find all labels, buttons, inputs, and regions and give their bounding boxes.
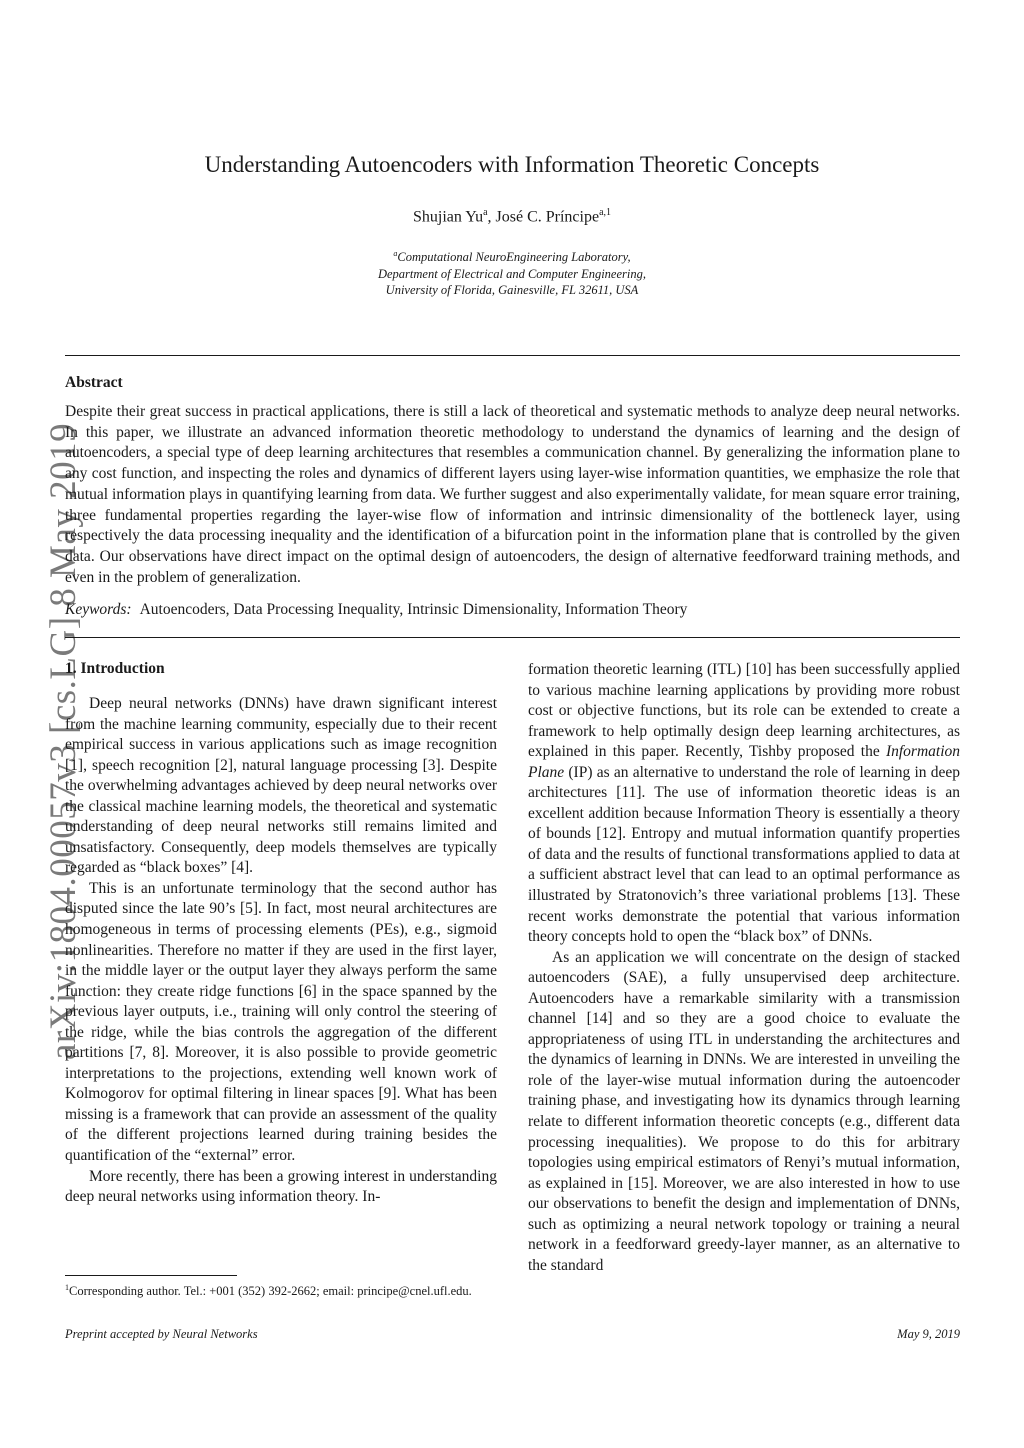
keywords bbox=[65, 601, 960, 619]
author-list bbox=[0, 207, 1024, 226]
author-name: José C. Príncipe bbox=[495, 208, 600, 226]
paragraph: As an application we will concentrate on the design of stacked autoencoders (SAE), a fully unsupervised deep architecture. Autoencoders have a remarkable similarity with a transmission channel [14] and so they are a good choice to evaluate the appropriateness of using ITL in understanding the architectures and the dynamics of learning in DNNs. We are interested in unveiling the role of the layer-wise mutual information during the autoencoder training phase, and investigating how its dynamics through learning relate to different information theoretic concepts (e.g., different data processing inequalities). We propose to do this for arbitrary topologies using empirical estimators of Renyi’s mutual information, as explained in [15]. Moreover, we are also interested in how to use our observations to benefit the design and implementation of DNNs, such as optimizing a neural network topology or training a neural network in a feedforward greedy-layer manner, as an alternative to the standard bbox=[528, 948, 960, 1274]
footer-date: May 9, 2019 bbox=[897, 1327, 960, 1341]
affiliation-line: University of Florida, Gainesville, FL 32611, USA bbox=[385, 283, 639, 298]
affiliation-line bbox=[0, 246, 1024, 266]
author-separator: , bbox=[487, 208, 496, 226]
footnote-rule bbox=[65, 1275, 237, 1276]
abstract-top-rule bbox=[65, 355, 960, 356]
affiliation-marker: a bbox=[393, 249, 398, 258]
keywords-text: Autoencoders, Data Processing Inequality, Intrinsic Dimensionality, Information Theory bbox=[139, 601, 688, 618]
section-heading: 1. Introduction bbox=[65, 660, 165, 677]
left-column bbox=[65, 694, 497, 1208]
affiliation-marker: a,1 bbox=[599, 207, 612, 218]
footnote-text: Corresponding author. Tel.: +001 (352) 392-2662; email: principe@cnel.ufl.edu. bbox=[69, 1284, 472, 1299]
arxiv-stamp: arXiv:1804.00057v3 [cs.LG] 8 May 2019 bbox=[43, 422, 84, 1060]
paragraph-text: (IP) as an alternative to understand the role of learning in deep architectures [11]. The use of information theoretic ideas is an excellent addition because Information Theory is essentially a theory of bounds [12]. Entropy and mutual information quantify properties of data and the results of functional transformations applied to data at a sufficient abstract level that can lead to an optimal performance as illustrated by Stratonovich’s three variational problems [13]. These recent works demonstrate the potential that various information theory concepts hold to open the “black box” of DNNs. bbox=[528, 763, 960, 946]
paper-title: Understanding Autoencoders with Information Theoretic Concepts bbox=[204, 152, 820, 177]
footnote-marker: 1 bbox=[65, 1283, 69, 1292]
abstract-text: Despite their great success in practical applications, there is still a lack of theoretical and systematic methods to analyze deep neural networks. In this paper, we illustrate an advanced information theoretic methodology to understand the dynamics of learning and the design of autoencoders, a special type of deep learning architectures that resembles a communication channel. By generalizing the information plane to any cost function, and inspecting the roles and dynamics of different layers using layer-wise information quantities, we emphasize the role that mutual information plays in quantifying learning from data. We further suggest and also experimentally validate, for mean square error training, three fundamental properties regarding the layer-wise flow of information and intrinsic dimensionality of the bottleneck layer, using respectively the data processing inequality and the identification of a bifurcation point in the information plane that is controlled by the given data. Our observations have direct impact on the optimal design of autoencoders, the design of alternative feedforward training methods, and even in the problem of generalization. bbox=[65, 403, 960, 586]
right-column bbox=[528, 660, 960, 1276]
paragraph: More recently, there has been a growing interest in understanding deep neural networks using information theory. In- bbox=[65, 1167, 497, 1206]
paragraph: This is an unfortunate terminology that the second author has disputed since the late 90’s [5]. In fact, most neural architectures are homogeneous in terms of processing elements (PEs), e.g., sigmoid nonlinearities. Therefore no matter if they are used in the first layer, in the middle layer or the output layer they always perform the same function: they create ridge functions [6] in the space spanned by the previous layer outputs, i.e., training will only control the steering of the ridge, while the bias controls the aggregation of the different partitions [7, 8]. Moreover, it is also possible to provide geometric interpretations to the projections, extending well known work of Kolmogorov for optimal filtering in linear spaces [9]. What has been missing is a framework that can provide an assessment of the quality of the different projections learned during training besides the quantification of the “external” error. bbox=[65, 879, 497, 1165]
affiliation-marker: a bbox=[483, 207, 488, 218]
paragraph: Deep neural networks (DNNs) have drawn significant interest from the machine learning community, especially due to their recent empirical success in various applications such as image recognition [1], speech recognition [2], natural language processing [3]. Despite the overwhelming advantages achieved by deep neural networks over the classical machine learning models, the theoretical and systematic understanding of deep neural networks still remains limited and unsatisfactory. Consequently, deep models themselves are typically regarded as “black boxes” [4]. bbox=[65, 695, 497, 877]
abstract-bottom-rule bbox=[65, 637, 960, 638]
affiliation-text: Computational NeuroEngineering Laboratory, bbox=[397, 250, 631, 265]
affiliation bbox=[0, 246, 1024, 299]
paragraph-text: formation theoretic learning (ITL) [10] has been successfully applied to various machine learning applications by providing more robust cost or objective functions, but its role can be extended to create a framework to help optimally design deep learning architectures, as explained in this paper. Recently, Tishby proposed the bbox=[528, 661, 960, 761]
paragraph bbox=[528, 660, 960, 948]
footnote bbox=[65, 1279, 497, 1300]
footer-journal: Preprint accepted by Neural Networks bbox=[65, 1327, 258, 1341]
emphasis-text: Information Plane bbox=[528, 743, 960, 781]
affiliation-line: Department of Electrical and Computer Engineering, bbox=[377, 266, 646, 281]
abstract-heading: Abstract bbox=[65, 374, 123, 391]
author-name: Shujian Yu bbox=[412, 208, 484, 226]
keywords-label: Keywords: bbox=[65, 601, 132, 618]
